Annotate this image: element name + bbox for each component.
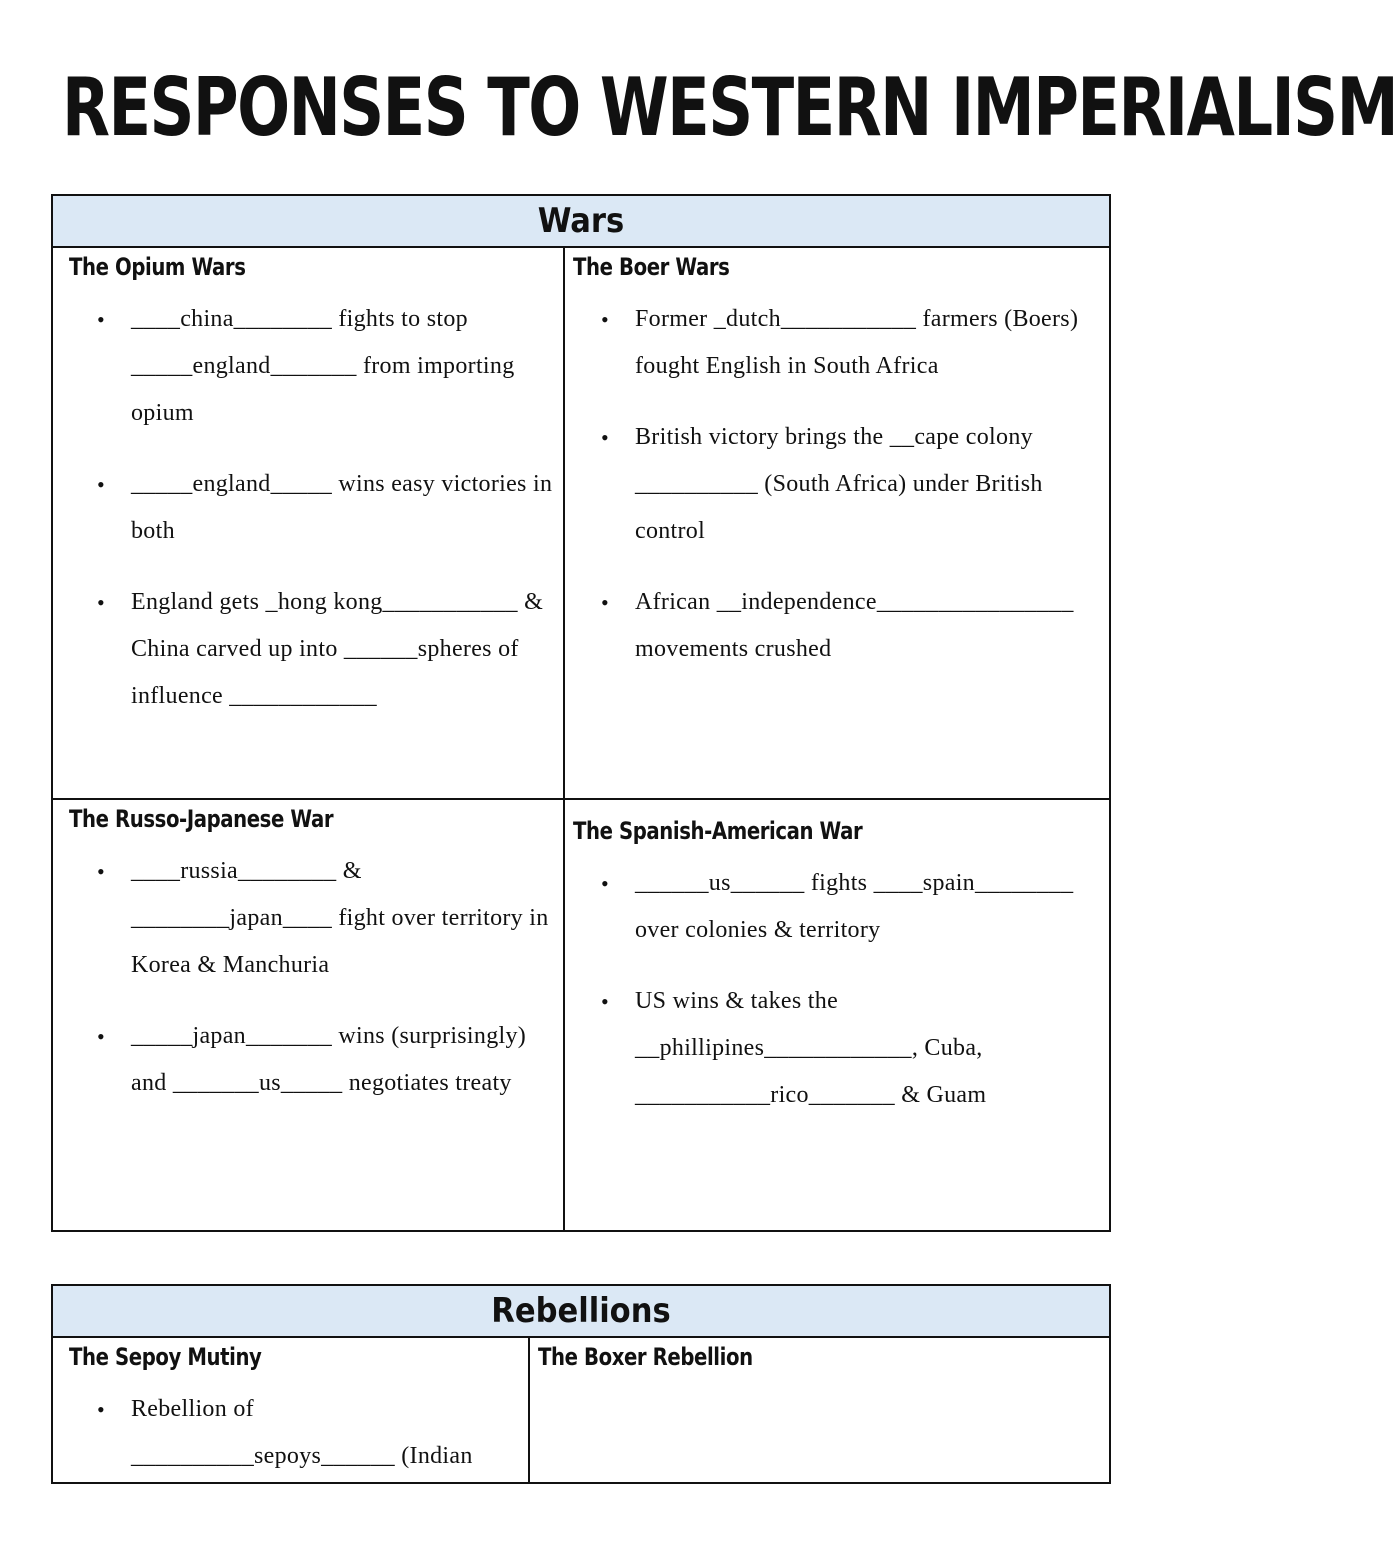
wars-section [51, 194, 1111, 1232]
cell-spanish-american-war [573, 816, 1107, 1143]
cell-opium-wars [69, 252, 559, 744]
list-item: • Former _dutch___________ farmers (Boers) fought English in South Africa [573, 296, 1107, 390]
list-item: • ____russia________ & ________japan____ fight over territory in Korea & Manchuria [69, 848, 559, 989]
wars-header: Wars [53, 196, 1109, 248]
cell-title: The Spanish-American War [573, 817, 863, 845]
cell-title: The Opium Wars [69, 253, 246, 281]
bullet-list [69, 848, 559, 1107]
bullet-list [573, 860, 1107, 1119]
cell-sepoy-mutiny [69, 1342, 524, 1504]
cell-title: The Russo-Japanese War [69, 805, 334, 833]
bullet-list [69, 1386, 524, 1480]
list-item: • ______us______ fights ____spain________ over colonies & territory [573, 860, 1107, 954]
rebellions-header: Rebellions [53, 1286, 1109, 1338]
rebellions-vertical-divider [528, 1336, 530, 1484]
wars-vertical-divider [563, 246, 565, 1232]
cell-title: The Sepoy Mutiny [69, 1343, 262, 1371]
bullet-list [573, 296, 1107, 673]
list-item: • England gets _hong kong___________ & China carved up into ______spheres of influence ____________ [69, 579, 559, 720]
wars-horizontal-divider [53, 798, 1109, 800]
list-item: • _____england_____ wins easy victories in both [69, 461, 559, 555]
list-item: • British victory brings the __cape colony __________ (South Africa) under British control [573, 414, 1107, 555]
cell-title: The Boer Wars [573, 253, 730, 281]
list-item: • ____china________ fights to stop _____england_______ from importing opium [69, 296, 559, 437]
cell-title: The Boxer Rebellion [538, 1343, 753, 1371]
list-item: • Rebellion of __________sepoys______ (Indian [69, 1386, 524, 1480]
rebellions-section [51, 1284, 1111, 1484]
list-item: • African __independence________________ movements crushed [573, 579, 1107, 673]
list-item: • US wins & takes the __phillipines____________, Cuba, ___________rico_______ & Guam [573, 978, 1107, 1119]
cell-russo-japanese-war [69, 804, 559, 1131]
cell-boxer-rebellion [538, 1342, 1108, 1372]
list-item: • _____japan_______ wins (surprisingly) and _______us_____ negotiates treaty [69, 1013, 559, 1107]
cell-boer-wars [573, 252, 1107, 697]
page-title: RESPONSES TO WESTERN IMPERIALISM [62, 61, 1397, 154]
bullet-list [69, 296, 559, 720]
